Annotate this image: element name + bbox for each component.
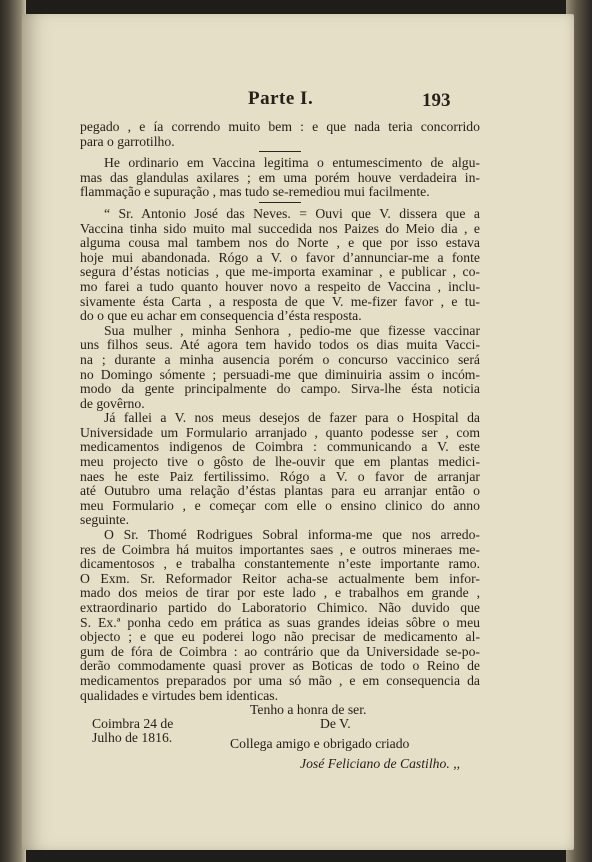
signature: José Feliciano de Castilho. ,, (300, 756, 461, 772)
text-line: do o que eu achar em consequencia d’ésta resposta. (80, 308, 362, 324)
text-line: segura d’éstas noticias , que me-importa examinar , e publicar , co- (80, 264, 480, 280)
book-page (22, 14, 574, 850)
text-line: seguinte. (80, 512, 130, 528)
text-line: mas das glandulas axilares ; em uma porém houve verdadeira in- (80, 169, 480, 185)
text-line: S. Ex.ª ponha cedo em prática as suas grandes ideias sôbre o meu (80, 614, 480, 630)
text-line: uns filhos seus. Até agora tem havido todos os dias muita Vacci- (80, 337, 480, 353)
text-line: sivamente ésta Carta , a resposta de que V. me-fizer favor , e tu- (80, 293, 480, 309)
text-line: derão commodamente quasi prover as Boticas de todo o Reino de (80, 658, 480, 674)
paragraph (80, 324, 480, 412)
text-line: para o garrotilho. (80, 133, 175, 149)
text-line: dicamentosos , e trabalha constantemente n’este importante ramo. (80, 556, 480, 572)
text-line: gum de fóra de Coimbra : ao contrário que da Universidade se-po- (80, 643, 480, 659)
text-line: O Sr. Thomé Rodrigues Sobral informa-me que nos arredo- (104, 527, 480, 543)
text-line: mo farei a tudo quanto houver novo a respeito de Vaccina , inclu- (80, 278, 480, 294)
page-number: 193 (422, 90, 451, 111)
letter-date: Coimbra 24 de (92, 716, 174, 732)
text-line: pegado , e ía correndo muito bem : e que nada teria concorrido (80, 119, 480, 134)
text-line: hoje mui abandonada. Rógo a V. o favor d’annunciar-me a fonte (80, 249, 480, 265)
text-line: O Exm. Sr. Reformador Reitor acha-se actualmente bem infor- (80, 570, 480, 586)
text-line: modo da gente principalmente do campo. Sirva-lhe ésta noticia (80, 381, 480, 397)
text-line: meu Formulario , e começar com elle o ensino clinico do anno (80, 497, 480, 513)
paragraph (80, 411, 480, 528)
text-line: naes he este Paiz fertilissimo. Rógo a V. o favor de arranjar (80, 468, 480, 484)
text-line: até Outubro uma relação d’éstas plantas para eu arranjar então o (80, 483, 480, 499)
page-body (80, 119, 480, 772)
section-divider (259, 151, 301, 152)
text-line: mado dos meios de tirar por este lado , e trabalhos em grande , (80, 585, 480, 601)
paragraph (80, 528, 480, 703)
text-line: “ Sr. Antonio José das Neves. = Ouvi que V. dissera que a (104, 205, 480, 221)
closing-greeting: Tenho a honra de ser. (250, 702, 367, 718)
text-line: qualidades e virtudes bem identicas. (80, 687, 279, 703)
paragraph (80, 156, 480, 200)
letter-closing (80, 702, 480, 772)
text-line: objecto ; e que eu poderei logo não precisar de medicamento al- (80, 629, 480, 645)
page-header (22, 88, 574, 118)
text-line: flammação e supuração , mas tudo se-remediou mui facilmente. (80, 184, 430, 200)
section-divider (259, 202, 301, 203)
text-line: no Domingo sómente ; persuadi-me que diminuiria assim o incóm- (80, 366, 480, 382)
text-line: extraordinario partido do Laboratorio Chimico. Não duvido que (80, 600, 480, 615)
paragraph (80, 120, 480, 149)
paragraph (80, 207, 480, 324)
text-line: medicamentos indigenos de Coimbra : communicando a V. este (80, 439, 480, 455)
text-line: alguma cousa mal tambem nos do Norte , e que por isso estava (80, 235, 480, 251)
text-line: na ; durante a minha ausencia porém o concurso vaccinico será (80, 351, 480, 367)
closing-addressee: De V. (320, 716, 351, 732)
text-line: meu projecto tive o gôsto de lhe-ouvir que em plantas medici- (80, 454, 480, 470)
part-title: Parte I. (248, 88, 314, 109)
text-line: de govêrno. (80, 395, 145, 411)
text-line: Universidade um Formulario arranjado , quanto podesse ser , com (80, 424, 480, 440)
text-line: Sua mulher , minha Senhora , pedio-me que fizesse vaccinar (104, 322, 480, 338)
text-line: He ordinario em Vaccina legitima o entumescimento de algu- (104, 155, 480, 171)
letter-date: Julho de 1816. (92, 730, 173, 746)
text-line: medicamentos preparados por uma só mão , e em consequencia da (80, 672, 480, 688)
text-line: res de Coimbra há muitos importantes saes , e outros mineraes me- (80, 541, 480, 557)
text-line: Já fallei a V. nos meus desejos de fazer para o Hospital da (104, 410, 480, 426)
closing-farewell: Collega amigo e obrigado criado (230, 736, 410, 752)
text-line: Vaccina tinha sido muito mal succedida nos Paizes do Meio dia , e (80, 220, 480, 236)
